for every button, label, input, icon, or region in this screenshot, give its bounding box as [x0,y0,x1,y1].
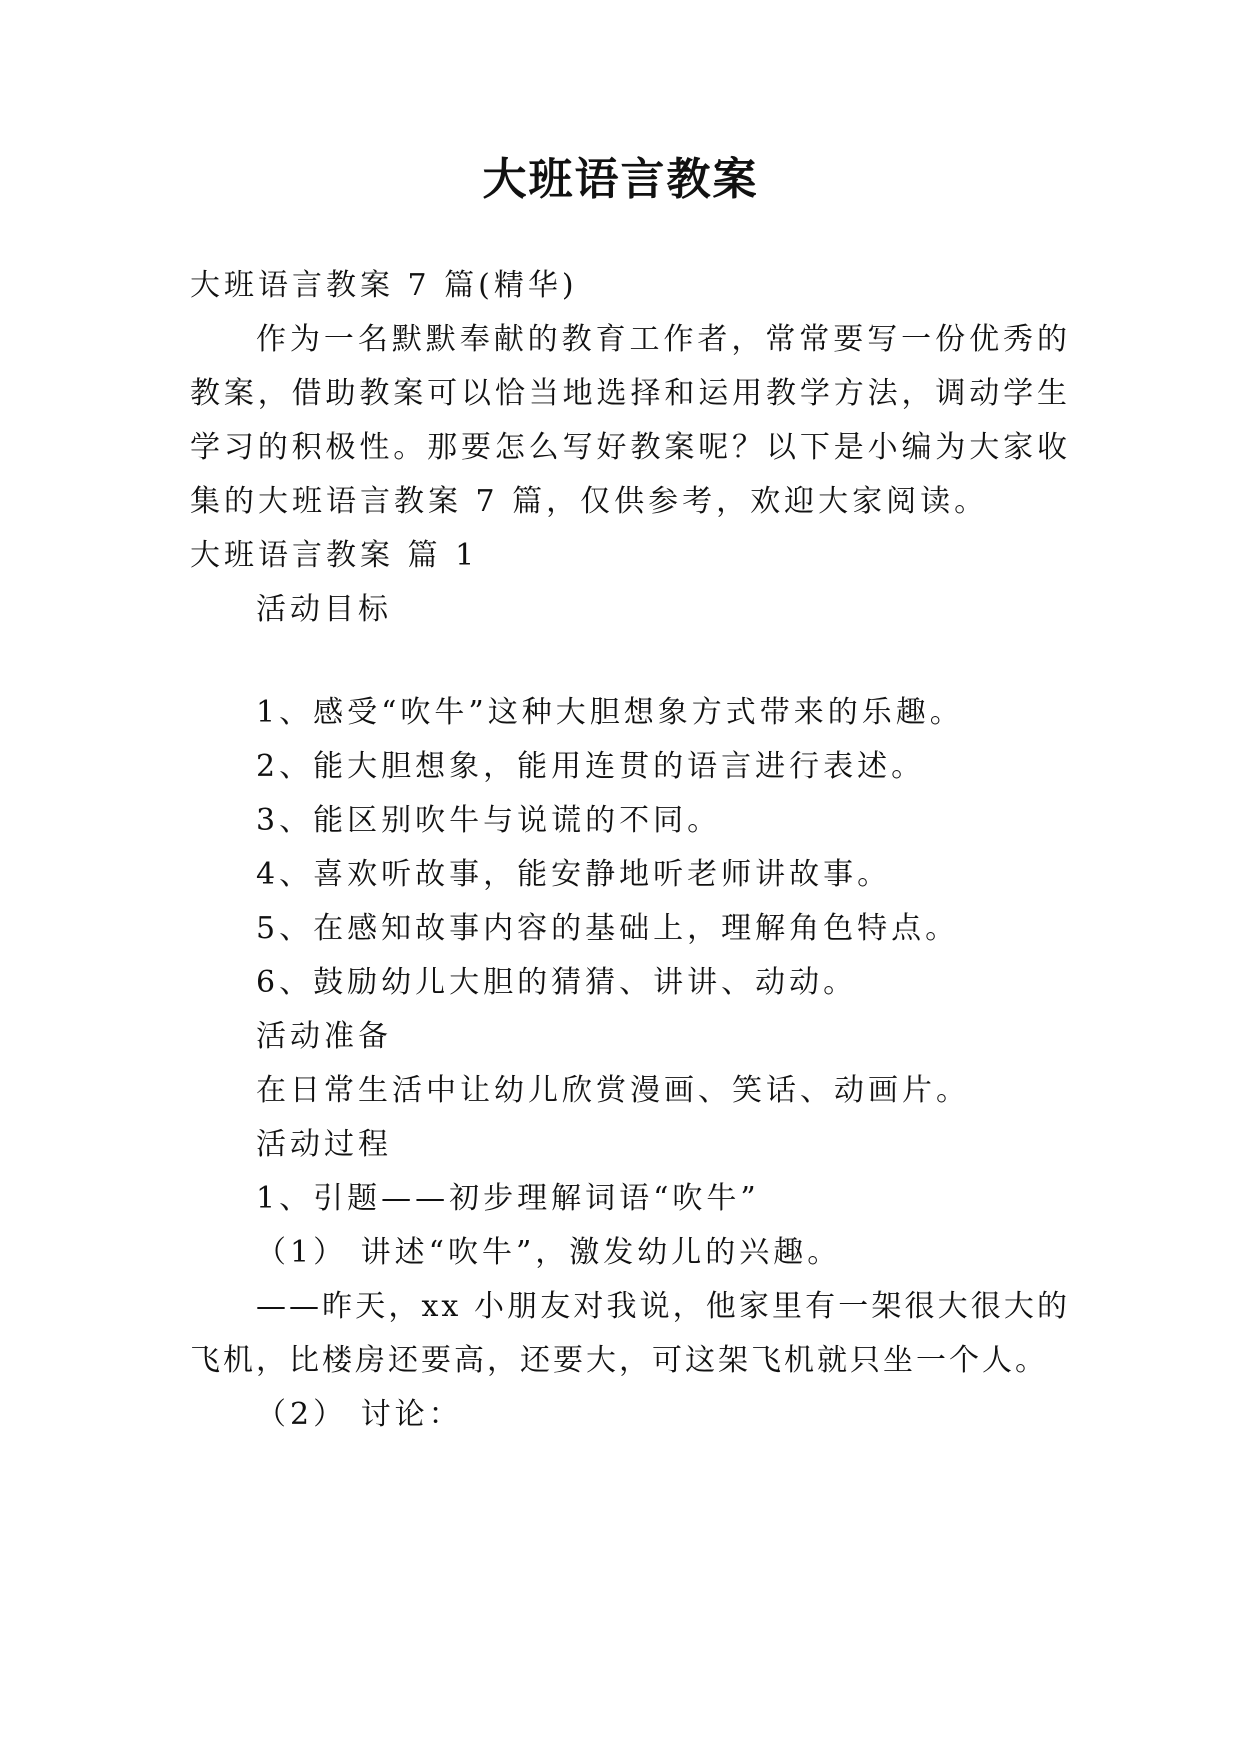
prep-text: 在日常生活中让幼儿欣赏漫画、笑话、动画片。 [256,1073,970,1108]
goal-item-2: 2、能大胆想象，能用连贯的语言进行表述。 [256,749,926,784]
dialogue-line-2: 飞机，比楼房还要高，还要大，可这架飞机就只坐一个人。 [190,1343,1048,1378]
goal-item-5: 5、在感知故事内容的基础上，理解角色特点。 [256,911,960,946]
goals-heading: 活动目标 [256,592,392,627]
process-heading: 活动过程 [256,1127,392,1162]
intro-line-3: 学习的积极性。那要怎么写好教案呢？以下是小编为大家收 [190,430,1070,465]
goal-item-1: 1、感受“吹牛”这种大胆想象方式带来的乐趣。 [256,695,964,730]
section-heading: 大班语言教案 篇 1 [190,538,479,573]
prep-heading: 活动准备 [256,1019,392,1054]
process-step-1: 1、引题——初步理解词语“吹牛” [256,1181,760,1216]
intro-line-1: 作为一名默默奉献的教育工作者，常常要写一份优秀的 [256,322,1070,357]
dialogue-line-1: ——昨天，xx 小朋友对我说，他家里有一架很大很大的 [256,1289,1070,1324]
document-subtitle: 大班语言教案 7 篇(精华) [190,268,578,303]
goal-item-3: 3、能区别吹牛与说谎的不同。 [256,803,722,838]
goal-item-4: 4、喜欢听故事，能安静地听老师讲故事。 [256,857,892,892]
document-title: 大班语言教案 [482,154,759,205]
goal-item-6: 6、鼓励幼儿大胆的猜猜、讲讲、动动。 [256,965,858,1000]
intro-line-4: 集的大班语言教案 7 篇，仅供参考，欢迎大家阅读。 [190,484,989,519]
intro-line-2: 教案，借助教案可以恰当地选择和运用教学方法，调动学生 [190,376,1070,411]
process-sub-1: （1） 讲述“吹牛”，激发幼儿的兴趣。 [256,1235,842,1270]
process-sub-2: （2） 讨论： [256,1397,463,1432]
